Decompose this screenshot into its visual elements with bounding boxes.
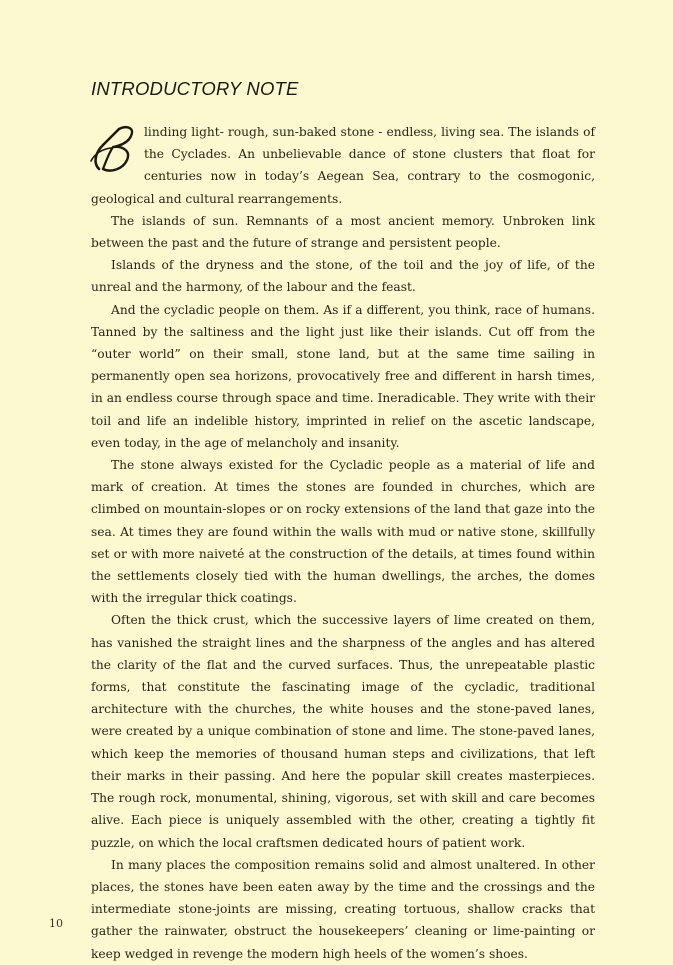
page-number: 10 xyxy=(49,917,63,930)
paragraph-1-text: linding light- rough, sun-baked stone - endless, living sea. The islands of the Cyclades. An unbelievable dance of stone clusters that float for centuries now in today’s Aegean Sea, contrary to the cosmogonic, geological and cultural rearrangements. xyxy=(91,125,595,206)
paragraph-7: In many places the composition remains solid and almost unaltered. In other places, the stones have been eaten away by the time and the crossings and the intermediate stone-joints are missing, creating tortuous, shallow cracks that gather the rainwater, obstruct the housekeepers’ cleaning or lime-painting or keep wedged in revenge the modern high heels of the women’s shoes. xyxy=(91,857,595,961)
paragraph-4: And the cycladic people on them. As if a different, you think, race of humans. Tanned by the saltiness and the light just like their islands. Cut off from the “outer world” on their small, stone land, but at the same time sailing in permanently open sea horizons, provocatively free and different in harsh times, in an endless course through space and time. Ineradicable. They write with their toil and life an indelible history, imprinted in relief on the ascetic landscape, even today, in the age of melancholy and insanity. xyxy=(91,302,595,450)
dropcap-letter-b xyxy=(89,123,138,175)
dropcap-b-glyph xyxy=(89,123,138,175)
body-text xyxy=(91,121,595,965)
paragraph-2: The islands of sun. Remnants of a most ancient memory. Unbroken link between the past and the future of strange and persistent people. xyxy=(91,213,595,251)
paragraph-3: Islands of the dryness and the stone, of the toil and the joy of life, of the unreal and the harmony, of the labour and the feast. xyxy=(91,258,595,295)
paragraph-6: Often the thick crust, which the successive layers of lime created on them, has vanished the straight lines and the sharpness of the angles and has altered the clarity of the flat and the curved surfaces. Thus, the unrepeatable plastic forms, that constitute the fascinating image of the cycladic, traditional architecture with the churches, the white houses and the stone-paved lanes, were created by a unique combination of stone and lime. The stone-paved lanes, which keep the memories of thousand human steps and civilizations, that left their marks in their passing. And here the popular skill creates masterpieces. The rough rock, monumental, shining, vigorous, set with skill and care becomes alive. Each piece is uniquely assembled with the other, creating a tightly fit puzzle, on which the local craftsmen dedicated hours of patient work. xyxy=(91,613,595,850)
paragraph-5: The stone always existed for the Cycladic people as a material of life and mark of creation. At times the stones are founded in churches, which are climbed on mountain-slopes or on rocky extensions of the land that gaze into the sea. At times they are found within the walls with mud or native stone, skillfully set or with more naiveté at the construction of the details, at times found within the settlements closely tied with the human dwellings, the arches, the domes with the irregular thick coatings. xyxy=(91,458,595,606)
paragraph-1 xyxy=(91,121,595,210)
page-title: INTRODUCTORY NOTE xyxy=(91,78,299,99)
